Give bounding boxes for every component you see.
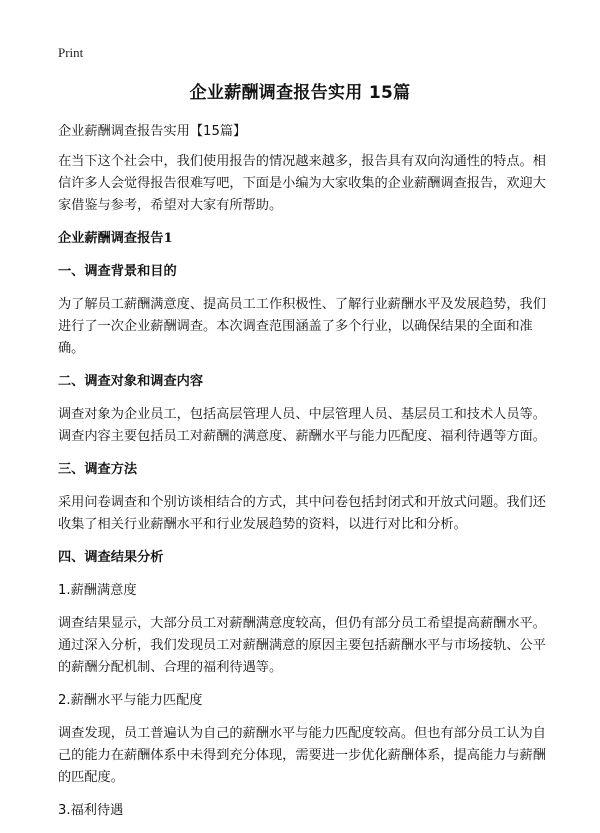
section-text-method: 采用问卷调查和个别访谈相结合的方式，其中问卷包括封闭式和开放式问题。我们还收集了相关行业薪酬水平和行业发展趋势的资料，以进行对比和分析。 [58, 495, 546, 532]
section-heading-method: 三、调查方法 [58, 462, 138, 477]
document-subtitle: 企业薪酬调查报告实用【15篇】 [58, 124, 247, 139]
page-title: 企业薪酬调查报告实用 15篇 [189, 83, 411, 103]
print-link[interactable]: Print [58, 45, 84, 60]
result-text-match: 调查发现，员工普遍认为自己的薪酬水平与能力匹配度较高。但也有部分员工认为自己的能力在薪酬体系中未得到充分体现，需要进一步优化薪酬体系，提高能力与薪酬的匹配度。 [58, 726, 546, 785]
intro-paragraph: 在当下这个社会中，我们使用报告的情况越来越多，报告具有双向沟通性的特点。相信许多人会觉得报告很难写吧，下面是小编为大家收集的企业薪酬调查报告，欢迎大家借鉴与参考，希望对大家有所帮助。 [58, 154, 546, 213]
section-heading-subjects: 二、调查对象和调查内容 [58, 374, 204, 389]
section-heading-background: 一、调查背景和目的 [58, 264, 177, 279]
section-text-subjects: 调查对象为企业员工，包括高层管理人员、中层管理人员、基层员工和技术人员等。调查内容主要包括员工对薪酬的满意度、薪酬水平与能力匹配度、福利待遇等方面。 [58, 407, 546, 444]
section-text-background: 为了解员工薪酬满意度、提高员工工作积极性、了解行业薪酬水平及发展趋势，我们进行了一次企业薪酬调查。本次调查范围涵盖了多个行业，以确保结果的全面和准确。 [58, 297, 546, 356]
document-body [58, 121, 550, 833]
report-heading: 企业薪酬调查报告1 [58, 231, 173, 246]
result-heading-satisfaction: 1.薪酬满意度 [58, 583, 137, 598]
section-heading-results: 四、调查结果分析 [58, 550, 164, 565]
result-heading-benefits: 3.福利待遇 [58, 803, 124, 818]
result-text-satisfaction: 调查结果显示，大部分员工对薪酬满意度较高，但仍有部分员工希望提高薪酬水平。通过深入分析，我们发现员工对薪酬满意的原因主要包括薪酬水平与市场接轨、公平的薪酬分配机制、合理的福利待遇等。 [58, 616, 546, 675]
result-heading-match: 2.薪酬水平与能力匹配度 [58, 693, 203, 708]
